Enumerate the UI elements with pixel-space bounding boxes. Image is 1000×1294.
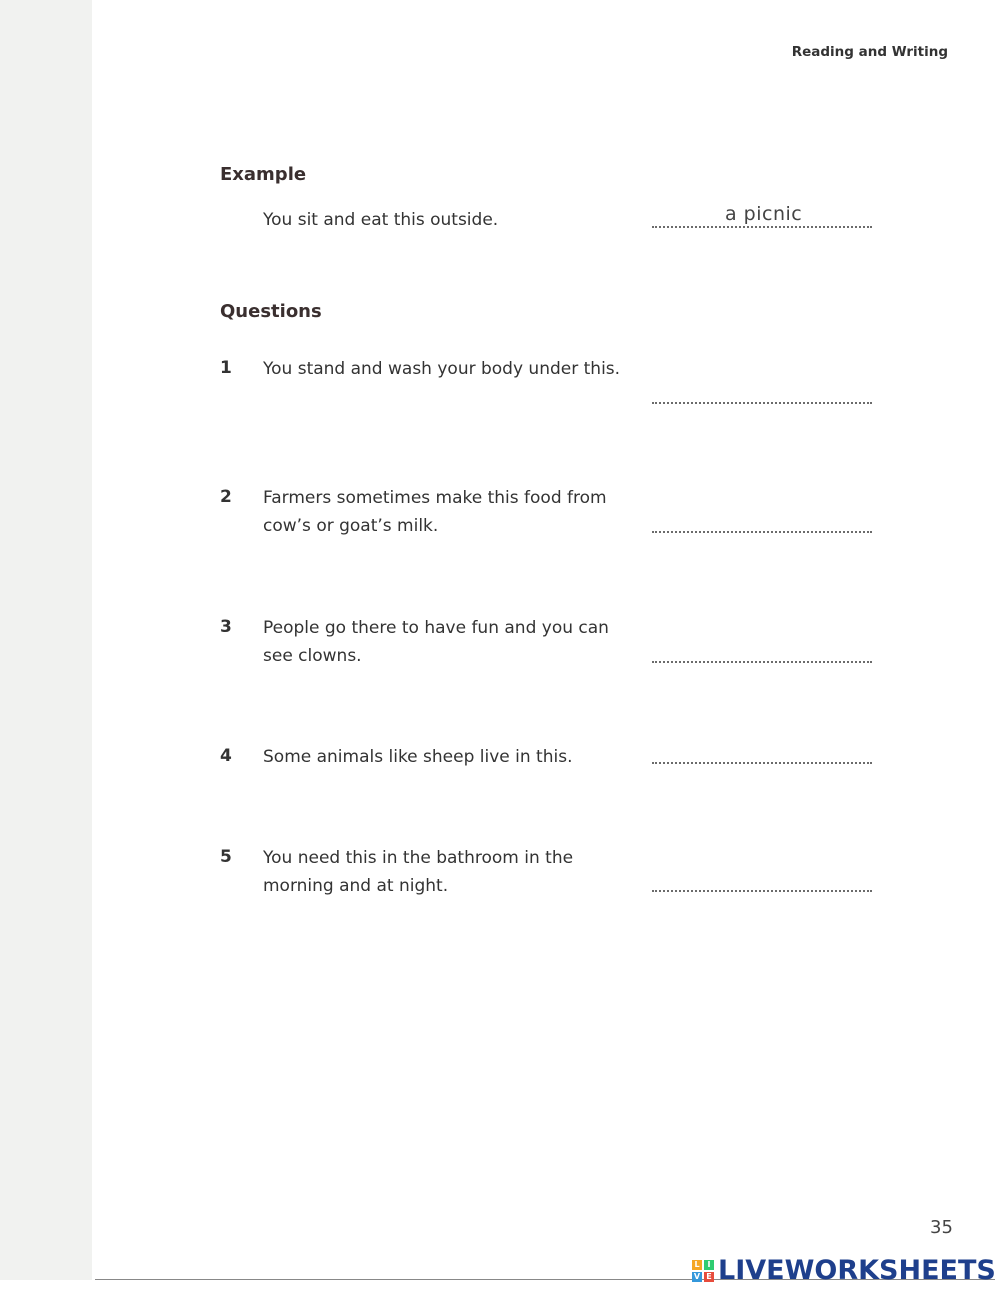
page-number: 35 [930, 1217, 953, 1238]
answer-field-5[interactable] [652, 890, 872, 892]
logo-tile: L [692, 1260, 702, 1270]
question-text: Some animals like sheep live in this. [263, 747, 573, 767]
logo-tile: V [693, 1271, 701, 1281]
logo-tile: E [704, 1272, 714, 1282]
liveworksheets-logo-icon [692, 1260, 714, 1282]
scan-edge-shade [0, 0, 92, 1280]
question-number: 2 [220, 487, 232, 507]
liveworksheets-brand[interactable] [692, 1255, 996, 1286]
example-text: You sit and eat this outside. [263, 210, 499, 230]
example-heading: Example [220, 164, 307, 185]
question-text: Farmers sometimes make this food from cow’s or goat’s milk. [263, 488, 607, 536]
question-number: 5 [220, 847, 232, 867]
example-answer: a picnic [725, 203, 803, 225]
question-number: 4 [220, 746, 232, 766]
logo-tile: I [704, 1260, 714, 1270]
questions-heading: Questions [220, 301, 322, 322]
brand-name: LIVEWORKSHEETS [718, 1255, 996, 1286]
answer-field-3[interactable] [652, 661, 872, 663]
answer-field-1[interactable] [652, 402, 872, 404]
example-answer-line [652, 226, 872, 228]
answer-field-2[interactable] [652, 531, 872, 533]
question-number: 3 [220, 617, 232, 637]
answer-field-4[interactable] [652, 762, 872, 764]
header-title: Reading and Writing [791, 44, 948, 60]
question-text: People go there to have fun and you can see clowns. [263, 618, 609, 666]
question-text: You stand and wash your body under this. [263, 359, 621, 379]
question-text: You need this in the bathroom in the morning and at night. [263, 848, 574, 896]
question-number: 1 [220, 358, 232, 378]
